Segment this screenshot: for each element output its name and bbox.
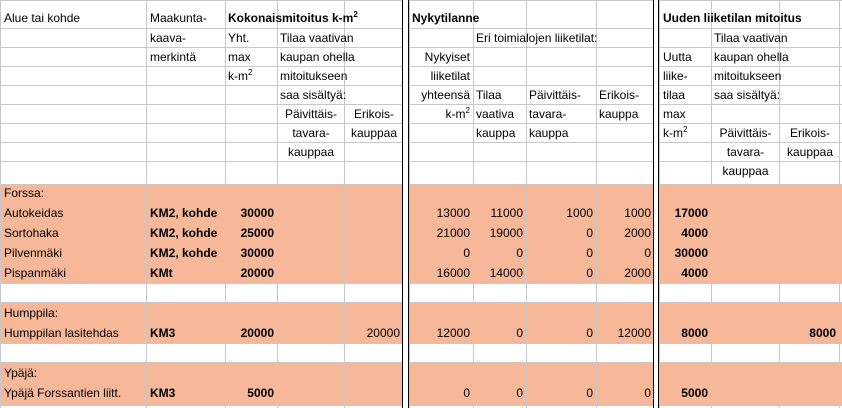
header-new-space-3: mitoitukseen bbox=[714, 69, 782, 83]
header-space-2: kaupan ohella bbox=[280, 50, 355, 64]
table-row-req: 19000 bbox=[489, 226, 523, 240]
header-cur-special-2: kauppa bbox=[599, 107, 639, 121]
table-row-req: 0 bbox=[516, 386, 523, 400]
header-yht-2: max bbox=[228, 50, 251, 64]
table-row-max: 25000 bbox=[240, 226, 274, 240]
header-existing-2: liiketilat bbox=[430, 69, 470, 83]
table-row-name: Sortohaka bbox=[4, 226, 59, 240]
header-new-space-2: kaupan ohella bbox=[714, 50, 789, 64]
group-label: Humppila: bbox=[4, 306, 59, 320]
header-new-1: Uutta bbox=[663, 50, 692, 64]
group-label: Forssa: bbox=[4, 186, 45, 200]
table-row-new-max: 30000 bbox=[674, 246, 708, 260]
group-label: Ypäjä: bbox=[4, 366, 38, 380]
header-special-1: Erikois- bbox=[353, 107, 394, 121]
header-plan-mark-1: Maakunta- bbox=[150, 11, 207, 25]
table-row-req: 0 bbox=[516, 246, 523, 260]
header-space-4: saa sisältyä: bbox=[280, 88, 347, 102]
table-row-cur-special: 2000 bbox=[624, 266, 651, 280]
header-total-title: Kokonaismitoitus $k-m^2$ bbox=[228, 10, 358, 25]
table-row-max: 20000 bbox=[240, 266, 274, 280]
header-existing-3: yhteensä bbox=[421, 88, 470, 102]
header-area: Alue tai kohde bbox=[4, 11, 81, 25]
table-row-code: KM3 bbox=[150, 386, 176, 400]
table-row-name: Humppilan lasitehdas bbox=[4, 326, 119, 340]
table-row-name: Pilvenmäki bbox=[4, 246, 63, 260]
header-yht-1: Yht. bbox=[228, 31, 250, 45]
table-row-existing: 13000 bbox=[436, 206, 470, 220]
table-row-cur-daily: 0 bbox=[586, 386, 593, 400]
header-new-daily-1: Päivittäis- bbox=[719, 126, 772, 140]
header-space-1: Tilaa vaativan bbox=[280, 31, 354, 45]
table-row-code: KM2, kohde bbox=[150, 206, 218, 220]
table-row-existing: 0 bbox=[463, 246, 470, 260]
table-row-existing: 12000 bbox=[436, 326, 470, 340]
header-req-3: kauppa bbox=[476, 126, 516, 140]
table-row-existing: 0 bbox=[463, 386, 470, 400]
header-current-title: Nykytilanne bbox=[412, 11, 480, 25]
header-new-daily-3: kauppaa bbox=[722, 164, 769, 178]
table-row-req: 14000 bbox=[489, 266, 523, 280]
header-new-5: $k-m^2$ bbox=[663, 125, 688, 140]
table-row-cur-special: 12000 bbox=[617, 326, 651, 340]
table-row-cur-daily: 0 bbox=[586, 246, 593, 260]
table-row-cur-daily: 0 bbox=[586, 326, 593, 340]
table-row-req: 0 bbox=[516, 326, 523, 340]
header-current-sub: Eri toimialojen liiketilat: bbox=[476, 31, 598, 45]
header-req-1: Tilaa bbox=[476, 88, 502, 102]
header-existing-1: Nykyiset bbox=[424, 50, 470, 64]
header-new-daily-2: tavara- bbox=[726, 145, 765, 159]
header-yht-3: $k-m^2$ bbox=[228, 68, 253, 83]
header-daily-2: tavara- bbox=[292, 126, 330, 140]
table-row-req: 11000 bbox=[490, 206, 523, 220]
table-row-max: 30000 bbox=[240, 206, 274, 220]
table-row-cur-daily: 1000 bbox=[566, 206, 593, 220]
header-existing-4: $k-m^2$ bbox=[445, 106, 470, 121]
table-row-name: Ypäjä Forssantien liitt. bbox=[4, 386, 122, 400]
header-new-special-1: Erikois- bbox=[789, 126, 830, 140]
header-new-title: Uuden liiketilan mitoitus bbox=[663, 11, 802, 25]
table-row-code: KM2, kohde bbox=[150, 246, 218, 260]
table-row-existing: 21000 bbox=[436, 226, 470, 240]
header-space-3: mitoitukseen bbox=[280, 69, 348, 83]
table-row-cur-special: 0 bbox=[644, 386, 651, 400]
table-row-max: 30000 bbox=[240, 246, 274, 260]
table-row-cur-daily: 0 bbox=[586, 266, 593, 280]
table-row-new-special: 8000 bbox=[809, 326, 836, 340]
header-new-3: tilaa bbox=[663, 88, 686, 102]
table-row-code: KM3 bbox=[150, 326, 176, 340]
header-daily-1: Päivittäis- bbox=[284, 107, 337, 121]
table-row-code: KM2, kohde bbox=[150, 226, 218, 240]
header-new-special-2: kauppaa bbox=[786, 145, 834, 159]
header-cur-daily-2: tavara- bbox=[529, 107, 567, 121]
header-plan-mark-3: merkintä bbox=[150, 50, 197, 64]
table-row-cur-special: 1000 bbox=[624, 206, 651, 220]
header-new-2: liike- bbox=[663, 69, 688, 83]
table-row-new-max: 4000 bbox=[681, 266, 708, 280]
table-row-name: Pispanmäki bbox=[4, 266, 67, 280]
header-special-2: kauppaa bbox=[350, 126, 398, 140]
header-cur-daily-3: kauppa bbox=[529, 126, 569, 140]
table-row-special: 20000 bbox=[366, 326, 400, 340]
table-row-existing: 16000 bbox=[436, 266, 470, 280]
table-row-code: KMt bbox=[150, 266, 173, 280]
table-row-cur-daily: 0 bbox=[586, 226, 593, 240]
header-new-space-1: Tilaa vaativan bbox=[714, 31, 788, 45]
header-new-4: max bbox=[663, 107, 686, 121]
header-new-space-4: saa sisältyä: bbox=[714, 88, 781, 102]
header-daily-3: kauppaa bbox=[287, 145, 335, 159]
table-row-cur-special: 0 bbox=[644, 246, 651, 260]
header-cur-daily-1: Päivittäis- bbox=[529, 88, 582, 102]
table-row-new-max: 17000 bbox=[674, 206, 708, 220]
header-cur-special-1: Erikois- bbox=[599, 88, 640, 102]
table-row-max: 5000 bbox=[247, 386, 274, 400]
header-req-2: vaativa bbox=[476, 107, 515, 121]
table-row-new-max: 8000 bbox=[681, 326, 708, 340]
table-row-max: 20000 bbox=[240, 326, 274, 340]
table-row-new-max: 4000 bbox=[681, 226, 708, 240]
table-row-name: Autokeidas bbox=[4, 206, 64, 220]
table-row-new-max: 5000 bbox=[681, 386, 708, 400]
table-row-cur-special: 2000 bbox=[624, 226, 651, 240]
header-plan-mark-2: kaava- bbox=[150, 31, 187, 45]
